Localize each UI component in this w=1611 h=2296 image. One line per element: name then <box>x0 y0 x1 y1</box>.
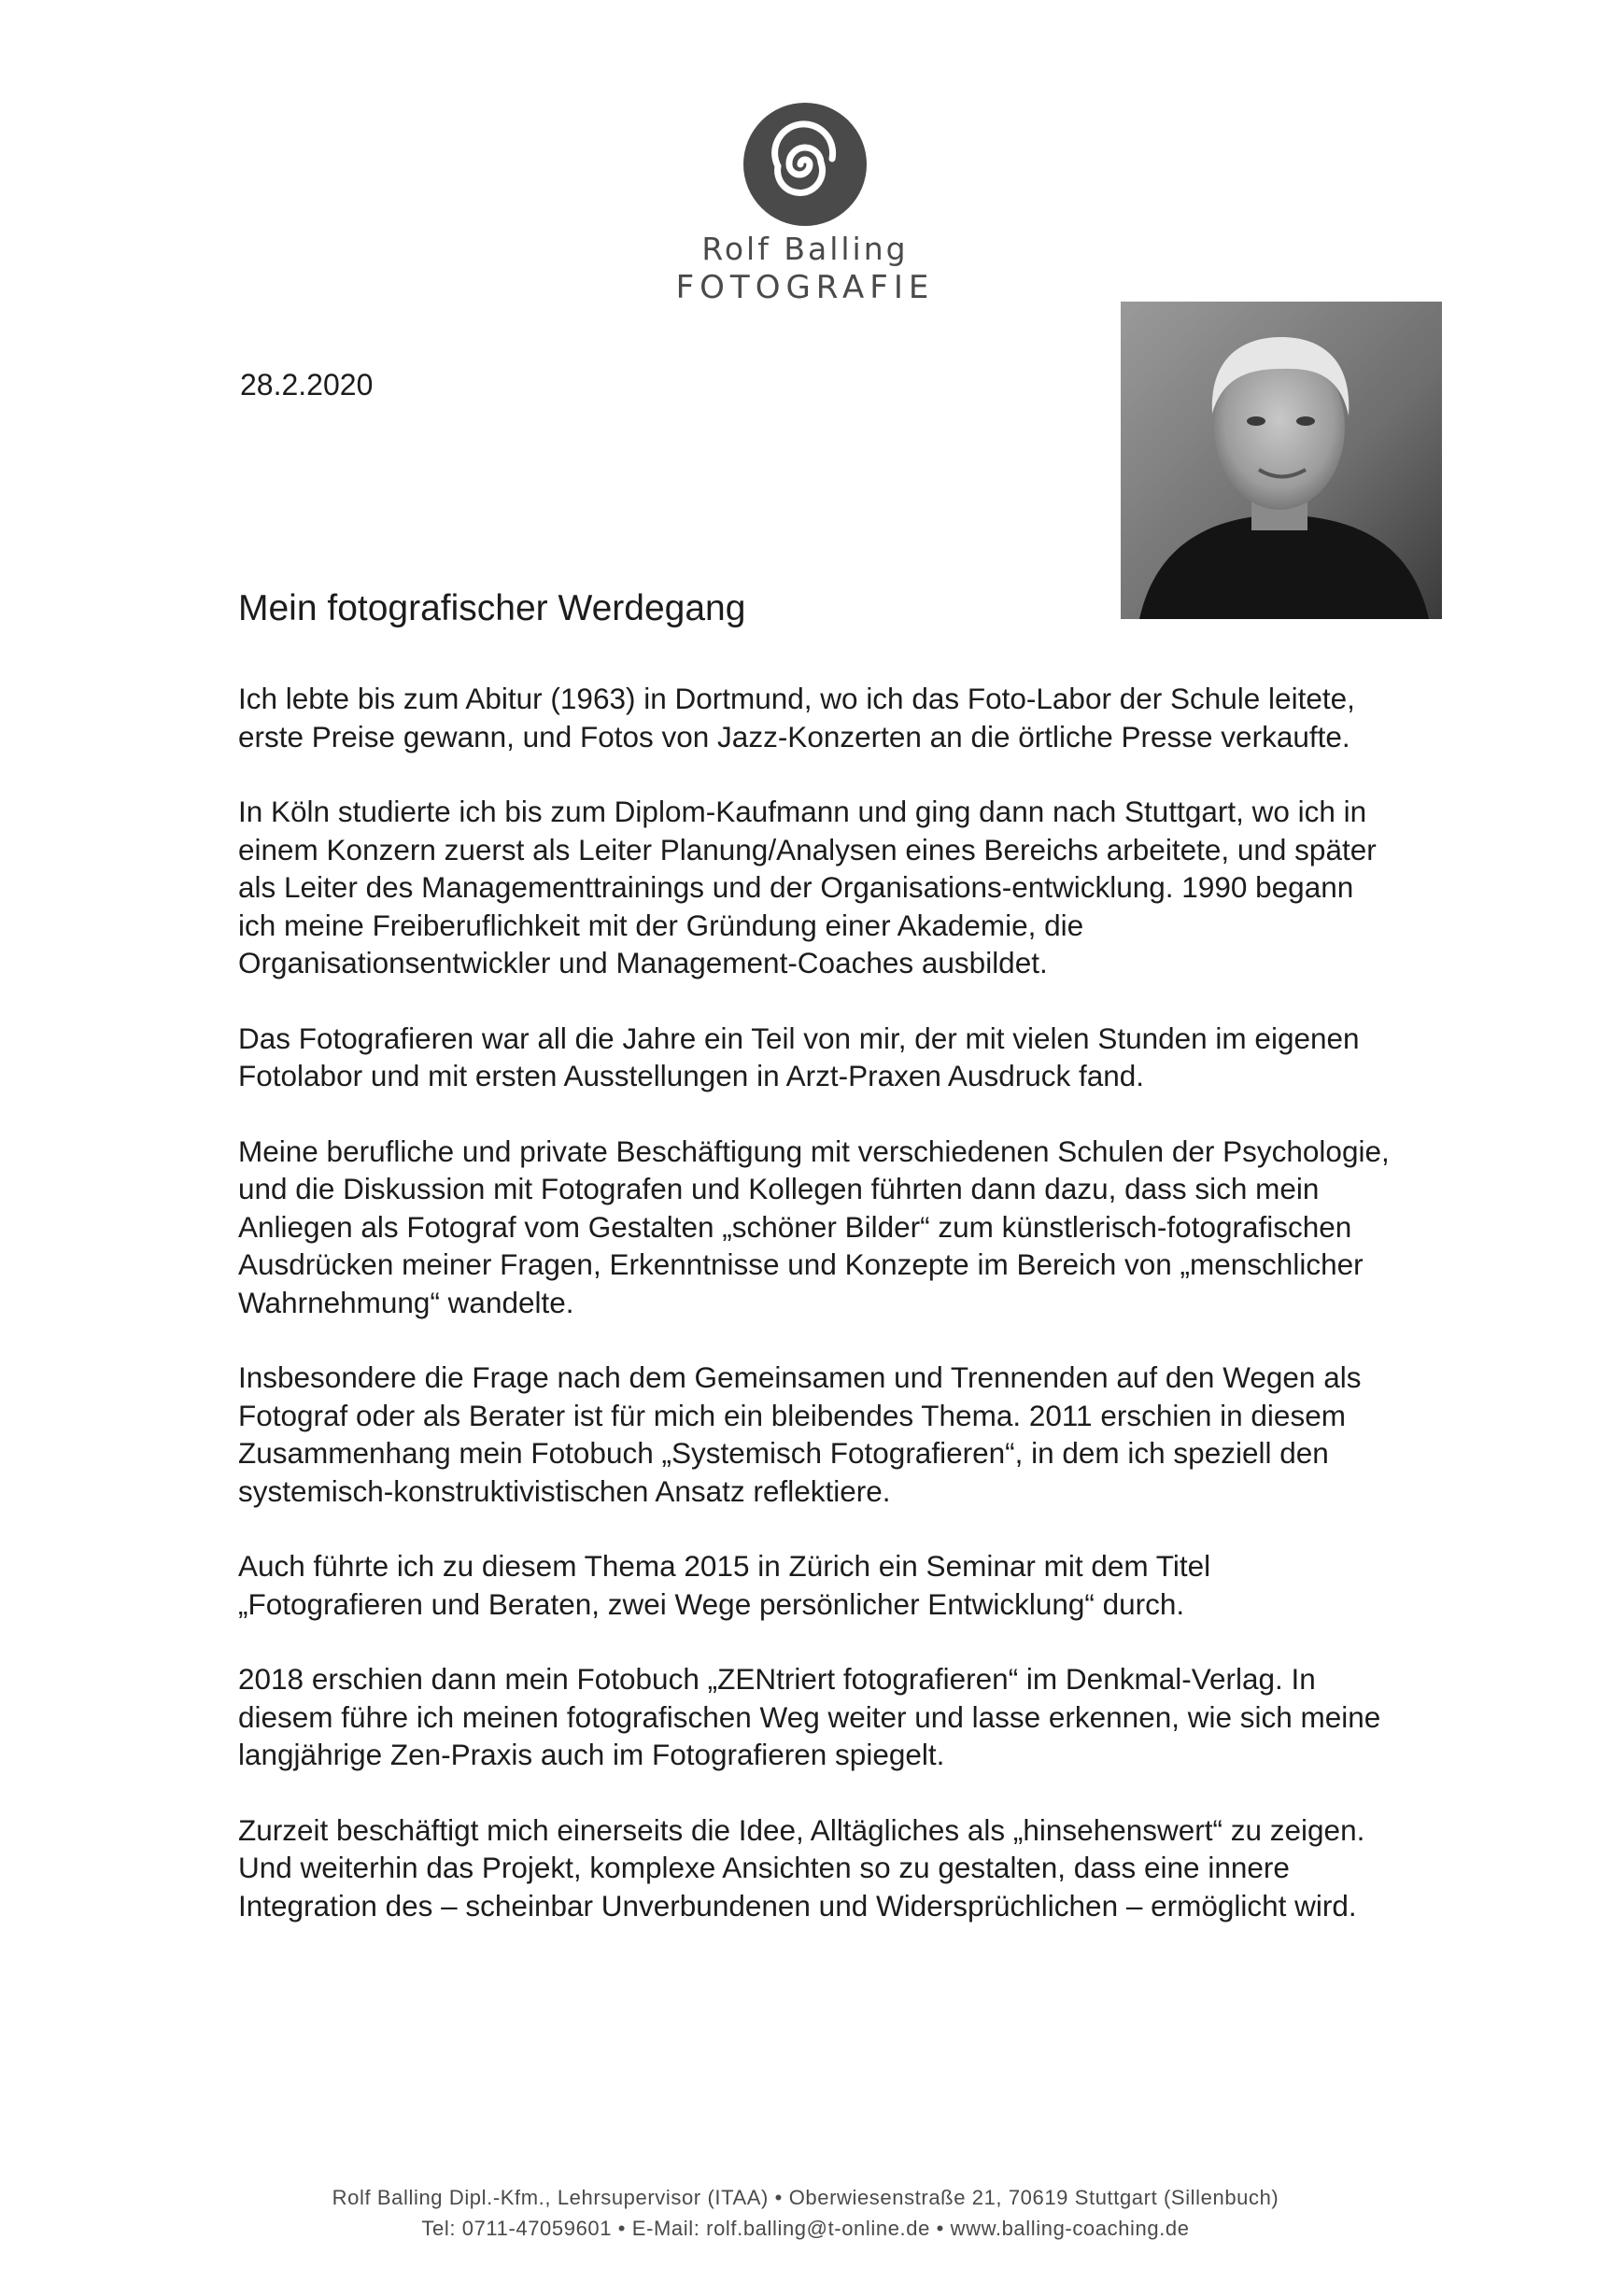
letter-date: 28.2.2020 <box>240 368 374 401</box>
footer-address: Rolf Balling Dipl.-Kfm., Lehrsupervisor (ITAA) • Oberwiesenstraße 21, 70619 Stuttgart (Sillenbuch) <box>332 2186 1279 2209</box>
body-text <box>238 680 1396 1962</box>
paragraph: Zurzeit beschäftigt mich einerseits die Idee, Alltägliches als „hinsehenswert“ zu zeigen. Und weiterhin das Projekt, komplexe Ansichten so zu gestalten, dass eine innere Integration des – scheinbar Unverbundenen und Widersprüchlichen – ermöglicht wird. <box>238 1812 1365 1923</box>
paragraph: Meine berufliche und private Beschäftigung mit verschiedenen Schulen der Psychologie, und die Diskussion mit Fotografen und Kollegen führten dann dazu, dass sich mein Anliegen als Fotograf vom Gestalten „schöner Bilder“ zum künstlerisch-fotografischen Ausdrücken meiner Fragen, Erkenntnisse und Konzepte im Bereich von „menschlicher Wahrnehmung“ wandelte. <box>238 1134 1390 1319</box>
paragraph: Insbesondere die Frage nach dem Gemeinsamen und Trennenden auf den Wegen als Fotograf oder als Berater ist für mich ein bleibendes Thema. 2011 erschien in diesem Zusammenhang mein Fotobuch „Systemisch Fotografieren“, in dem ich speziell den systemisch-konstruktivistischen Ansatz reflektiere. <box>238 1360 1362 1508</box>
spiral-icon <box>742 101 869 228</box>
paragraph: 2018 erschien dann mein Fotobuch „ZENtriert fotografieren“ im Denkmal-Verlag. In diesem führe ich meinen fotografischen Weg weiter und lasse erkennen, wie sich meine langjährige Zen-Praxis auch im Fotografieren spiegelt. <box>238 1662 1381 1771</box>
logo <box>656 101 954 306</box>
page-title: Mein fotografischer Werdegang <box>238 588 746 628</box>
paragraph: Das Fotografieren war all die Jahre ein Teil von mir, der mit vielen Stunden im eigenen Fotolabor und mit ersten Ausstellungen in Arzt-Praxen Ausdruck fand. <box>238 1021 1360 1092</box>
logo-name: Rolf Balling <box>701 231 909 267</box>
logo-subtitle: FOTOGRAFIE <box>675 269 935 306</box>
paragraph: In Köln studierte ich bis zum Diplom-Kaufmann und ging dann nach Stuttgart, wo ich in einem Konzern zuerst als Leiter Planung/Analysen eines Bereichs arbeitete, und später als Leiter des Managementtrainings und der Organisations-entwicklung. 1990 begann ich meine Freiberuflichkeit mit der Gründung einer Akademie, die Organisationsentwickler und Management-Coaches ausbildet. <box>238 795 1377 979</box>
paragraph: Ich lebte bis zum Abitur (1963) in Dortmund, wo ich das Foto-Labor der Schule leitete, erste Preise gewann, und Fotos von Jazz-Konzerten an die örtliche Presse verkaufte. <box>238 682 1355 754</box>
footer-contact: Tel: 0711-47059601 • E-Mail: rolf.balling@t-online.de • www.balling-coaching.de <box>421 2217 1190 2240</box>
paragraph: Auch führte ich zu diesem Thema 2015 in Zürich ein Seminar mit dem Titel „Fotografieren und Beraten, zwei Wege persönlicher Entwicklung“ durch. <box>238 1549 1211 1621</box>
portrait-photo <box>1121 302 1442 619</box>
footer <box>0 2182 1611 2244</box>
